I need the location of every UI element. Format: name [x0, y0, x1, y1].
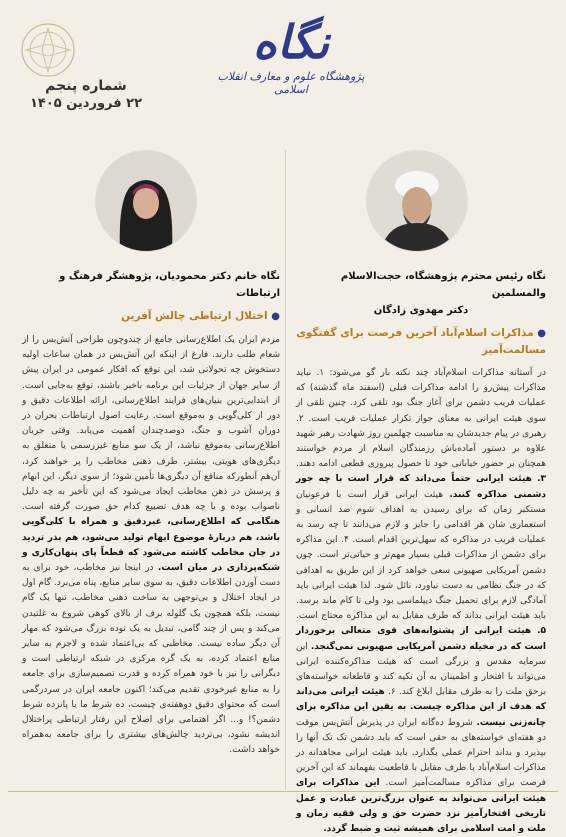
right-paragraph-2: هیئت ایرانی قرار است با فرعونیان مستکبر زمان که برای رسیدن به اهداف شوم ضد انسانی و استعماری شان هر اقدامی را جایز و لازم می‌دانند تا چه رسد به عملیات فریب در مذاکره که سهل‌ترین اقدام است. ۴. این مذاکره برای دشمن از مذاکرات قبلی بسیار مهم‌تر و حیاتی‌تر است. چون دشمن آمریکایی صهیونی سعی خواهد کرد از این طریق به اهدافی که در جنگ نظامی به دست نیاورد، نائل شود. لذا هیئت ایرانی باید آمادگی لازم برای تحمیل جنگ دیپلماسی بود ولی تا کام ماند برسد. باید هیئت ایرانی بداند که طرف مقابل به این مذاکره محتاج است.	[296, 489, 546, 622]
left-bold-1: هنگامی که اطلاع‌رسانی، غیردقیق و همراه با کلی‌گویی باشد، هم دربارهٔ موضوع ابهام تولید می‌شود، هم بذر تردید در جان مخاطب کاشته می‌شود که قطعاً پای پنهان‌کاری و شبکه‌پردازی در میان است.	[22, 517, 280, 574]
right-paragraph-3: این سرمایه مقدس و بزرگی است که هیئت مذاکره‌کننده ایرانی می‌تواند با افتخار و اطمینان به آن تکیه کند و قاطعانه خواسته‌های برحق ملت را به طرف مقابل ابلاغ کند. ۶.	[296, 641, 546, 698]
right-heading-line1: نگاه رئیس محترم پژوهشگاه، حجت‌الاسلام والمسلمین	[340, 271, 546, 299]
column-divider	[285, 150, 286, 790]
bullet-dot-icon: ●	[537, 328, 546, 339]
left-paragraph-1: مردم ایران یک اطلاع‌رسانی جامع از چندوچون طراحی آتش‌بس را از شعام طلب دارند. فارغ از اینکه این آتش‌بس در همان ساعات اولیه دستخوش چه تحولاتی شد، این توقع که افکار عمومی در ایران پیش از سایر جهان از جزئیات این برنامه باخبر باشند، توقع به‌جایی است. از ابتدایی‌ترین بنیان‌های فرایند اطلاع‌رسانی، ارائه اطلاعات دقیق و دور از کلی‌گویی و به‌موقع است. رعایت اصول ارتباطات بحران در دوران آشوب و جنگ، دوصدچندان اهمیت می‌یابد. وقتی جریان اطلاع‌رسانی به‌موقع نباشد، از یک سو منابع غیررسمی یا متعلق به دیگری‌های هویتی، بیشتر، طرف ذهنی مخاطب را پر خواهند کرد، آن‌هم آنطورکه منافع آن دیگری‌ها تأمین شود؛ از سوی دیگر، این ابهام و پرسش در ذهن مخاطب ایجاد می‌شود که این تأخیر به چه دلیل ناصواب بوده و با چه هدف تضییع کدام حق صورت گرفته است.	[22, 335, 280, 513]
right-paragraph-4: شروط ده‌گانه ایران در پذیرش آتش‌بس موقت دو هفته‌ای خواسته‌های به حقی است که باید دشمن تک تک آنها را بپذیرد و بداند احترام عملی بگذارد. باید هیئت ایرانی مجاهدانه در مذاکرات اسلام‌آباد با طرف مقابل با قاطعیت بفهماند که این آخرین فرصت برای مذاکره مسالمت‌آمیز است.	[296, 717, 546, 789]
portrait-mahmoudian	[95, 150, 197, 252]
logo-subtitle: پژوهشگاه علوم و معارف انقلاب اسلامی	[217, 70, 365, 96]
portrait-mahdavi-zadegan	[366, 150, 468, 252]
right-bold-2: ۵. هیئت ایرانی از پشتوانه‌های قوی متعالی برخوردار است که در مخیله دشمن آمریکایی صهیونی نمی‌گنجد.	[296, 626, 546, 652]
left-subheading-text: اختلال ارتباطی چالش آفرین	[121, 310, 268, 322]
right-subheading-text: مذاکرات اسلام‌آباد آخرین فرصت برای گفتگوی مسالمت‌آمیز	[296, 327, 546, 356]
right-paragraph-1: در آستانه مذاکرات اسلام‌آباد چند نکته بار گو می‌شود: ۱. نباید مذاکرات پیش‌رو را ادامه مذاکرات قبلی (اسفند ماه گذشته) که عملیات فریب دشمن برای آغاز جنگ بود تلقی کرد. چنین تلقی از سوی هیئت ایرانی به معنای جواز تکرار عملیات فریب است. ۲. رهبری در پیام جدیدشان به مناسبت چهلمین روز شهادت رهبر شهید علاوه بر دستور آماده‌باش رزمندگان اسلام از مردم خواستند همچنان بر حضور خیابانی خود تا حصول پیروزی قطعی ادامه دهند.	[296, 368, 546, 470]
logo-title: نگاه	[252, 15, 330, 69]
bullet-dot-icon: ●	[271, 311, 280, 322]
left-column-heading: نگاه خانم دکتر محمودیان، پژوهشگر فرهنگ و ارتباطات	[59, 271, 280, 299]
left-column-body	[22, 333, 280, 759]
header	[0, 0, 566, 120]
right-heading-line2: دکتر مهدوی زادگان	[373, 305, 469, 316]
left-column-subheading	[22, 308, 280, 325]
institute-emblem-icon	[18, 20, 78, 80]
left-paragraph-2: در اینجا نیز مخاطب، خود برای به دست آوردن اطلاعات دقیق، به سوی سایر منابع، پناه می‌برد. گام اول در ایجاد اختلال و بی‌توجهی به ساخت ذهنی مخاطب، تنها یک گام نیست، بلکه همچون یک گلوله برف از بالای کوهی شروع به غلتیدن می‌کند و پس از چند گامی، تبدیل به یک توده بزرگ می‌شود که مهار آن دیگر ساده نیست. مخاطبی که بی‌اعتماد شده و لاجرم به سایر منابع اعتماد کرده، به یک گره مرکزی در شبکه ارتباطی است و دیگرانی را نیز با خود همراه کرده و قدرت تصمیم‌سازی برای جامعه را به منابع غیرخودی تقدیم می‌کند؛ اکنون جامعه ایران در سردرگمی است که محتوای دقیق دوهفته‌ی چیست، ده شرط ما یا پانزده شرط دشمن؟! و... اگر اهتمامی برای اصلاح این رفتار ارتباطی پراختلال اندیشه نشود، بی‌تردید چالش‌های بیشتری را برای جامعه به‌همراه خواهد داشت.	[22, 563, 280, 756]
issue-date: ۲۲ فروردین ۱۴۰۵	[29, 96, 143, 111]
right-column-heading	[296, 268, 546, 319]
right-column-subheading	[296, 325, 546, 358]
issue-number: شماره پنجم	[45, 78, 127, 94]
right-bold-4: این مذاکرات برای هیئت ایرانی می‌تواند به عنوان بزرگ‌ترین عبادت و عمل تاریخی افتخارآمیز نزد حضرت حق و ولی فقیه زمان و ملت و امت اسلامی برای همیشه ثبت و ضبط گردد.	[296, 778, 546, 835]
left-column	[22, 268, 280, 759]
issue-info	[21, 78, 151, 111]
right-column	[296, 268, 546, 837]
bottom-border	[8, 791, 558, 792]
right-bold-3: هیئت ایرانی می‌داند که هدف از این مذاکره چیست. به یقین این مذاکره برای چانه‌زنی نیست.	[296, 687, 546, 728]
right-bold-1: ۳. هیئت ایرانی حتماً می‌داند که قرار است با چه جور دشمنی مذاکره کنند.	[296, 474, 546, 500]
right-column-body	[296, 366, 546, 837]
